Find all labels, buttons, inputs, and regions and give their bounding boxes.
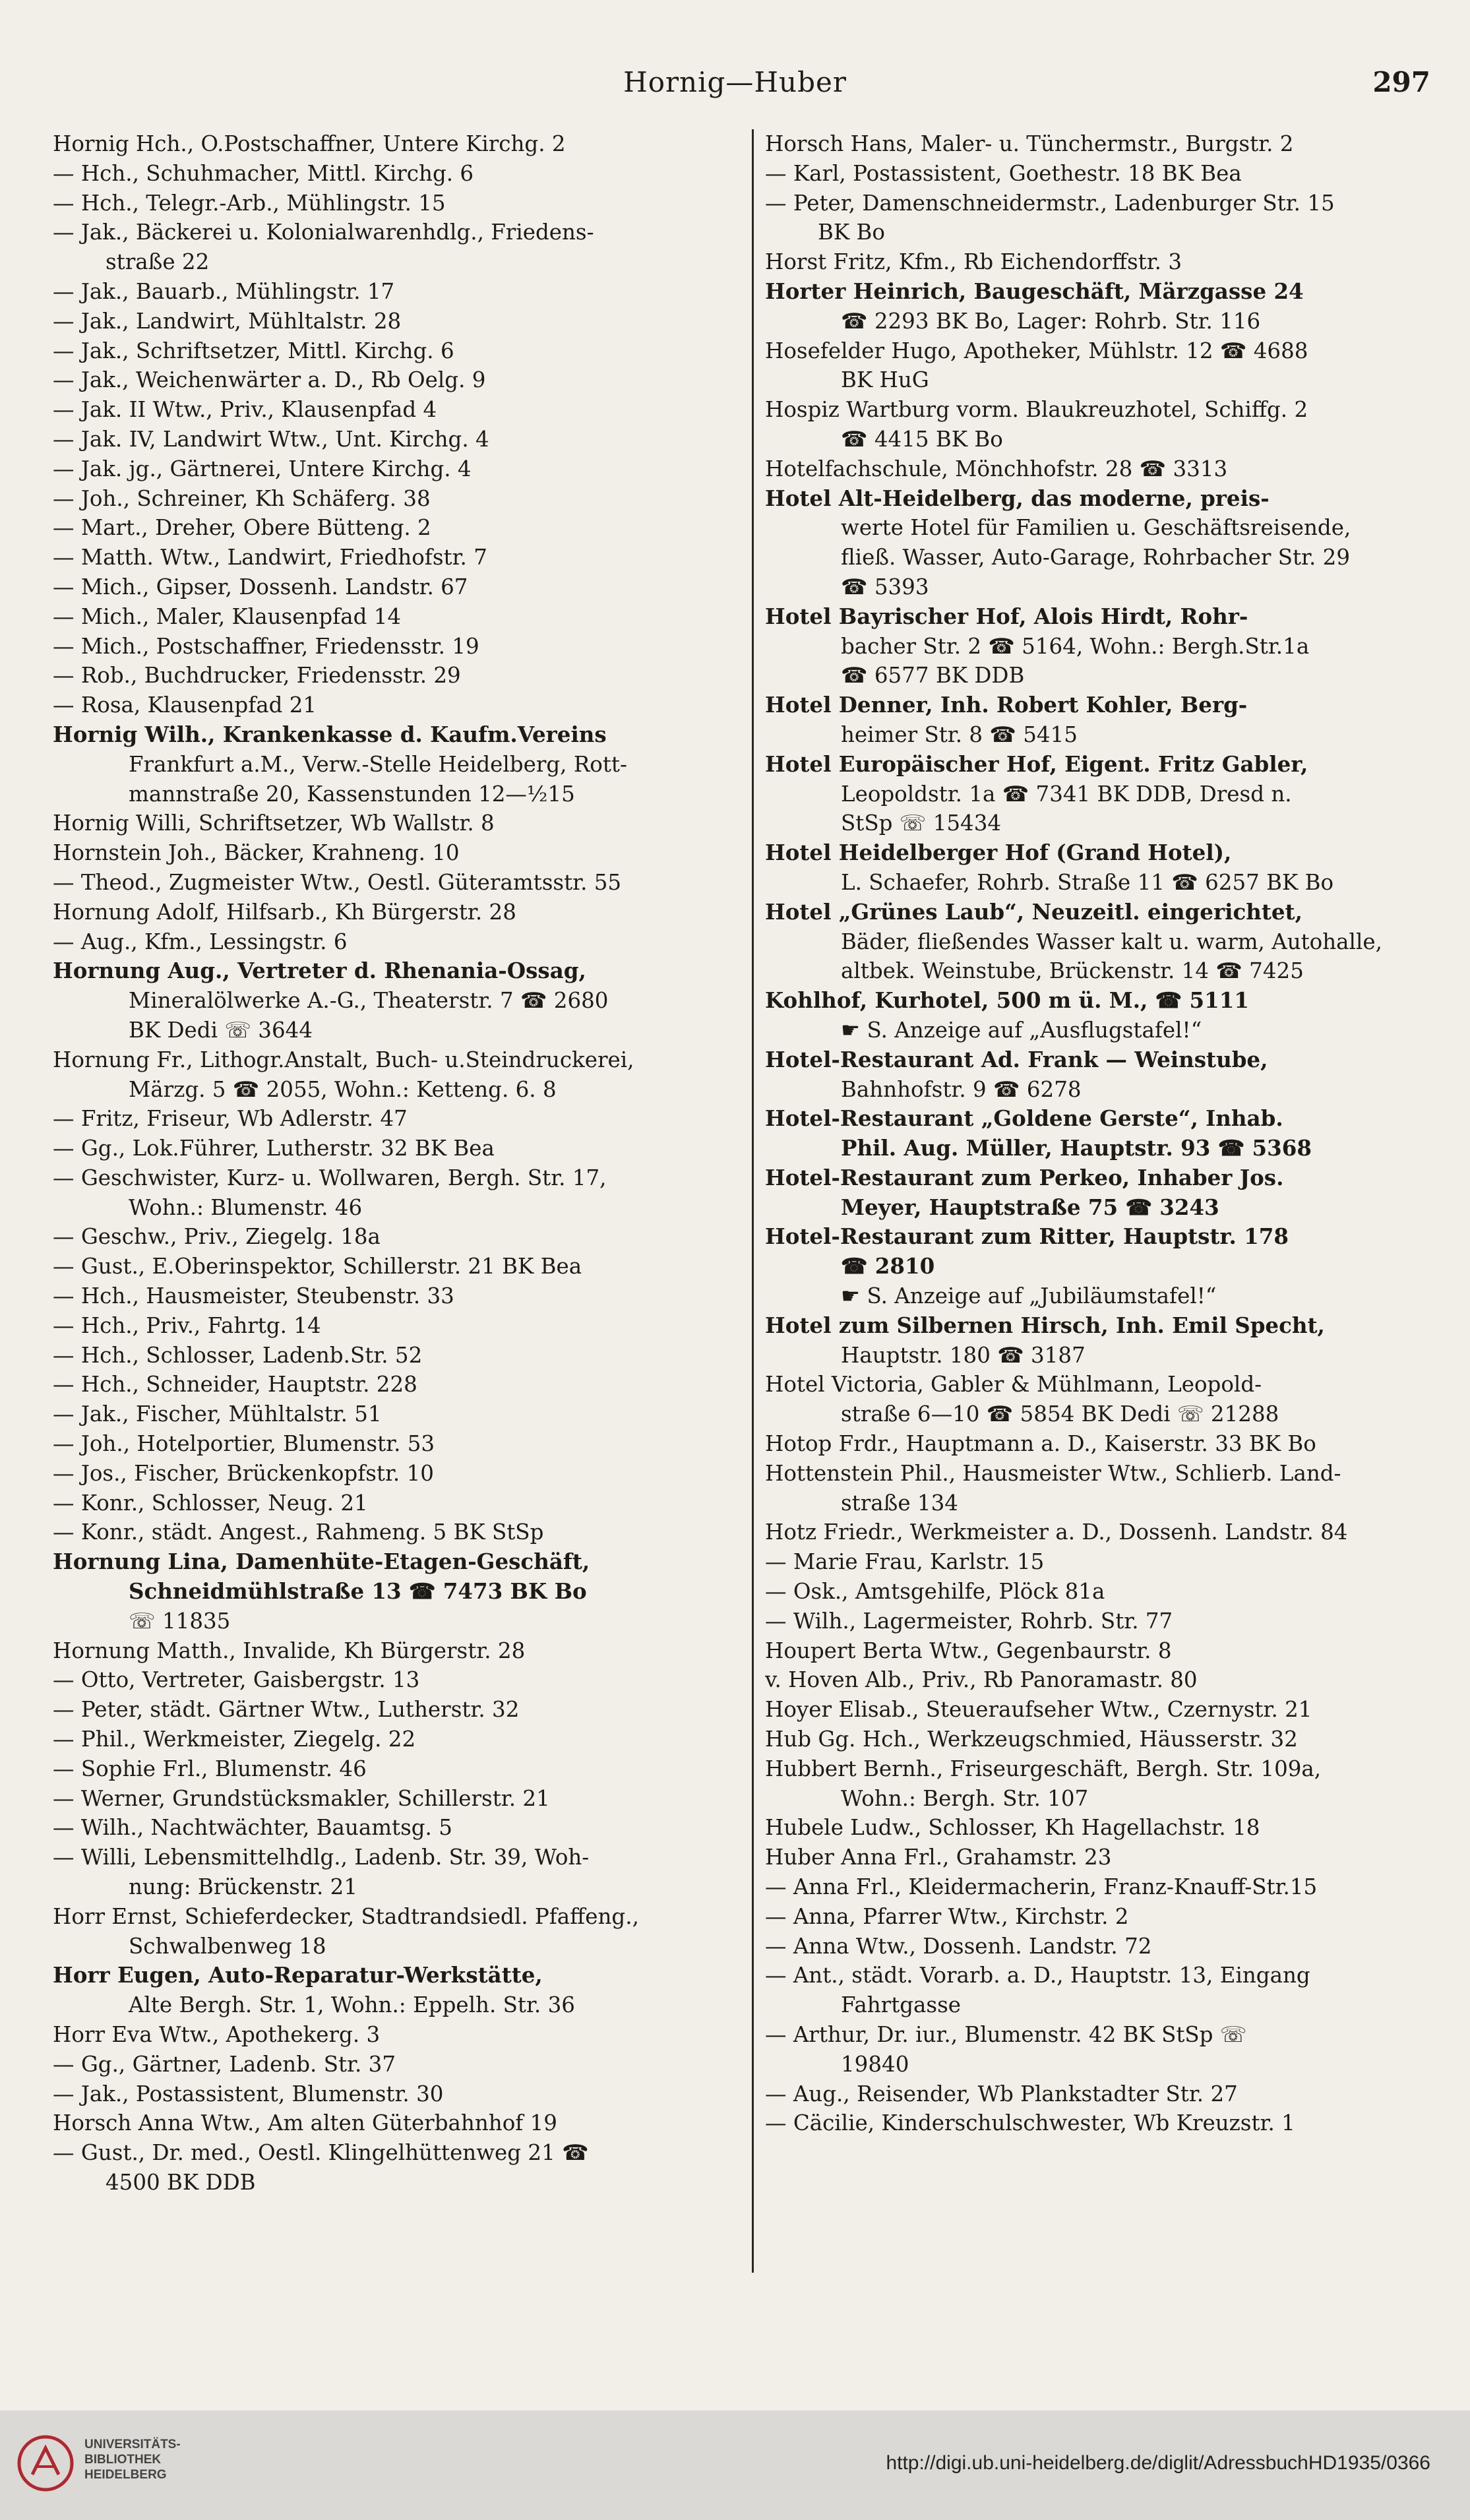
directory-entry: — Jak., Bauarb., Mühlingstr. 17: [53, 278, 395, 304]
directory-entry: — Karl, Postassistent, Goethestr. 18 BK Bea: [765, 160, 1242, 186]
directory-entry: — Jak., Postassistent, Blumenstr. 30: [53, 2081, 444, 2106]
logo-line: BIBLIOTHEK: [84, 2453, 162, 2467]
source-url-link[interactable]: http://digi.ub.uni-heidelberg.de/diglit/AdressbuchHD1935/0366: [886, 2452, 1430, 2474]
directory-entry: Horr Ernst, Schieferdecker, Stadtrandsiedl. Pfaffeng.,: [53, 1903, 639, 1929]
directory-entry: Phil. Aug. Müller, Hauptstr. 93 ☎ 5368: [841, 1135, 1312, 1161]
directory-entry: ☎ 6577 BK DDB: [841, 663, 1025, 689]
directory-entry: BK Bo: [818, 220, 885, 245]
directory-entry: — Gust., Dr. med., Oestl. Klingelhüttenweg 21 ☎: [53, 2140, 589, 2166]
directory-entry: Hotel Victoria, Gabler & Mühlmann, Leopold-: [765, 1372, 1262, 1398]
directory-entry: Leopoldstr. 1a ☎ 7341 BK DDB, Dresd n.: [841, 781, 1292, 807]
directory-entry: nung: Brückenstr. 21: [129, 1874, 358, 1900]
directory-entry: — Peter, Damenschneidermstr., Ladenburger Str. 15: [765, 190, 1335, 216]
directory-entry: — Geschw., Priv., Ziegelg. 18a: [53, 1224, 381, 1250]
directory-entry: — Theod., Zugmeister Wtw., Oestl. Güteramtsstr. 55: [53, 869, 622, 895]
directory-entry: — Rosa, Klausenpfad 21: [53, 692, 317, 718]
directory-entry: — Hch., Telegr.-Arb., Mühlingstr. 15: [53, 190, 446, 216]
directory-entry: Kohlhof, Kurhotel, 500 m ü. M., ☎ 5111: [765, 987, 1249, 1014]
directory-entry: Hornstein Joh., Bäcker, Krahneng. 10: [53, 840, 460, 866]
directory-entry: — Anna Frl., Kleidermacherin, Franz-Knauff-Str.15: [765, 1874, 1318, 1900]
directory-entry: — Wilh., Lagermeister, Rohrb. Str. 77: [765, 1608, 1173, 1634]
directory-entry: — Werner, Grundstücksmakler, Schillerstr. 21: [53, 1785, 550, 1811]
directory-entry: Schneidmühlstraße 13 ☎ 7473 BK Bo: [129, 1578, 587, 1605]
directory-entry: — Matth. Wtw., Landwirt, Friedhofstr. 7: [53, 545, 487, 570]
directory-entry: Schwalbenweg 18: [129, 1933, 326, 1959]
directory-entry: werte Hotel für Familien u. Geschäftsreisende,: [841, 515, 1351, 541]
directory-entry: heimer Str. 8 ☎ 5415: [841, 722, 1078, 747]
directory-entry: — Gg., Gärtner, Ladenb. Str. 37: [53, 2051, 396, 2077]
directory-entry: Hospiz Wartburg vorm. Blaukreuzhotel, Schiffg. 2: [765, 397, 1308, 423]
page-header: [0, 66, 1470, 112]
directory-entry: — Jak. jg., Gärtnerei, Untere Kirchg. 4: [53, 456, 472, 481]
page-number: 297: [1372, 66, 1430, 98]
directory-entry: — Wilh., Nachtwächter, Bauamtsg. 5: [53, 1815, 452, 1841]
directory-entry: — Rob., Buchdrucker, Friedensstr. 29: [53, 663, 461, 689]
directory-entry: — Jak., Landwirt, Mühltalstr. 28: [53, 308, 402, 334]
directory-entry: Hotel Europäischer Hof, Eigent. Fritz Gabler,: [765, 751, 1308, 777]
directory-entry: — Otto, Vertreter, Gaisbergstr. 13: [53, 1667, 420, 1693]
directory-entry: bacher Str. 2 ☎ 5164, Wohn.: Bergh.Str.1a: [841, 633, 1310, 659]
right-column: [765, 129, 1444, 2279]
directory-entry: Hornung Fr., Lithogr.Anstalt, Buch- u.Steindruckerei,: [53, 1047, 634, 1072]
directory-entry: Wohn.: Bergh. Str. 107: [841, 1785, 1089, 1811]
directory-entry: — Mart., Dreher, Obere Bütteng. 2: [53, 515, 431, 541]
directory-entry: — Geschwister, Kurz- u. Wollwaren, Bergh. Str. 17,: [53, 1165, 607, 1190]
directory-entry: Hornung Adolf, Hilfsarb., Kh Bürgerstr. 28: [53, 899, 516, 925]
column-divider: [752, 129, 754, 2273]
directory-entry: straße 6—10 ☎ 5854 BK Dedi ☏ 21288: [841, 1401, 1279, 1427]
directory-entry: Hotel-Restaurant zum Ritter, Hauptstr. 178: [765, 1223, 1289, 1250]
directory-entry: Frankfurt a.M., Verw.-Stelle Heidelberg, Rott-: [129, 751, 627, 777]
directory-entry: 4500 BK DDB: [106, 2169, 256, 2195]
directory-entry: Hotel-Restaurant „Goldene Gerste“, Inhab.: [765, 1105, 1283, 1132]
directory-entry: BK Dedi ☏ 3644: [129, 1017, 313, 1043]
directory-entry: Huber Anna Frl., Grahamstr. 23: [765, 1845, 1112, 1870]
running-title: Hornig—Huber: [623, 66, 847, 98]
directory-entry: — Anna Wtw., Dossenh. Landstr. 72: [765, 1933, 1152, 1959]
directory-entry: Horsch Hans, Maler- u. Tünchermstr., Burgstr. 2: [765, 131, 1294, 156]
directory-entry: ☎ 2293 BK Bo, Lager: Rohrb. Str. 116: [841, 308, 1261, 334]
directory-entry: straße 134: [841, 1490, 958, 1516]
directory-entry: Hubbert Bernh., Friseurgeschäft, Bergh. Str. 109a,: [765, 1756, 1322, 1781]
directory-entry: — Jos., Fischer, Brückenkopfstr. 10: [53, 1460, 434, 1486]
directory-entry: Hubele Ludw., Schlosser, Kh Hagellachstr. 18: [765, 1815, 1260, 1841]
directory-entry: — Hch., Schneider, Hauptstr. 228: [53, 1372, 417, 1398]
directory-entry: ☎ 4415 BK Bo: [841, 426, 1003, 452]
directory-entry: — Hch., Schlosser, Ladenb.Str. 52: [53, 1342, 423, 1368]
directory-entry: v. Hoven Alb., Priv., Rb Panoramastr. 80: [765, 1667, 1198, 1693]
library-logo-text: [84, 2437, 181, 2482]
directory-entry: Hottenstein Phil., Hausmeister Wtw., Schlierb. Land-: [765, 1460, 1341, 1486]
directory-entry: Hotz Friedr., Werkmeister a. D., Dossenh. Landstr. 84: [765, 1520, 1348, 1545]
directory-entry: Hub Gg. Hch., Werkzeugschmied, Häusserstr. 32: [765, 1727, 1298, 1752]
directory-entry: Wohn.: Blumenstr. 46: [129, 1194, 363, 1220]
logo-line: UNIVERSITÄTS-: [84, 2438, 181, 2451]
directory-entry: — Mich., Gipser, Dossenh. Landstr. 67: [53, 574, 468, 599]
directory-entry: — Mich., Maler, Klausenpfad 14: [53, 603, 402, 629]
directory-entry: — Aug., Kfm., Lessingstr. 6: [53, 929, 348, 954]
directory-entry: — Jak., Weichenwärter a. D., Rb Oelg. 9: [53, 367, 486, 393]
directory-entry: Hornig Hch., O.Postschaffner, Untere Kirchg. 2: [53, 131, 566, 156]
directory-entry: Hotel-Restaurant zum Perkeo, Inhaber Jos.: [765, 1164, 1284, 1190]
directory-entry: — Sophie Frl., Blumenstr. 46: [53, 1756, 367, 1781]
directory-entry: Hotel zum Silbernen Hirsch, Inh. Emil Specht,: [765, 1312, 1325, 1338]
directory-entry: Horst Fritz, Kfm., Rb Eichendorffstr. 3: [765, 249, 1182, 275]
directory-entry: — Gg., Lok.Führer, Lutherstr. 32 BK Bea: [53, 1136, 495, 1161]
directory-entry: — Arthur, Dr. iur., Blumenstr. 42 BK StSp ☏: [765, 2022, 1247, 2047]
directory-entry: Horter Heinrich, Baugeschäft, Märzgasse 24: [765, 278, 1304, 304]
directory-entry: — Jak. II Wtw., Priv., Klausenpfad 4: [53, 397, 437, 423]
directory-entry: Houpert Berta Wtw., Gegenbaurstr. 8: [765, 1638, 1172, 1663]
directory-entry: Alte Bergh. Str. 1, Wohn.: Eppelh. Str. 36: [129, 1992, 575, 2018]
directory-entry: Hosefelder Hugo, Apotheker, Mühlstr. 12 ☎ 4688: [765, 338, 1308, 363]
directory-entry: ☏ 11835: [129, 1608, 231, 1634]
directory-entry: Hornung Matth., Invalide, Kh Bürgerstr. 28: [53, 1638, 526, 1663]
directory-entry: ☎ 5393: [841, 574, 929, 599]
directory-entry: — Hch., Priv., Fahrtg. 14: [53, 1312, 321, 1338]
left-column: [53, 129, 739, 2279]
directory-entry: — Fritz, Friseur, Wb Adlerstr. 47: [53, 1106, 408, 1132]
directory-entry: L. Schaefer, Rohrb. Straße 11 ☎ 6257 BK Bo: [841, 869, 1334, 895]
directory-entry: Hotel Alt-Heidelberg, das moderne, preis-: [765, 485, 1270, 511]
directory-entry: straße 22: [106, 249, 210, 275]
directory-entry: Märzg. 5 ☎ 2055, Wohn.: Ketteng. 6. 8: [129, 1076, 557, 1102]
directory-entry: — Konr., Schlosser, Neug. 21: [53, 1490, 368, 1516]
directory-entry: Hornig Wilh., Krankenkasse d. Kaufm.Vereins: [53, 721, 607, 747]
logo-line: HEIDELBERG: [84, 2468, 167, 2482]
directory-entry: 19840: [841, 2051, 909, 2077]
directory-entry: — Mich., Postschaffner, Friedensstr. 19: [53, 633, 479, 659]
directory-entry: — Hch., Hausmeister, Steubenstr. 33: [53, 1283, 454, 1309]
directory-entry: Horr Eugen, Auto-Reparatur-Werkstätte,: [53, 1962, 543, 1988]
directory-entry: — Willi, Lebensmittelhdlg., Ladenb. Str. 39, Woh-: [53, 1845, 590, 1870]
directory-entry: Hotel Heidelberger Hof (Grand Hotel),: [765, 840, 1232, 866]
directory-entry: — Peter, städt. Gärtner Wtw., Lutherstr. 32: [53, 1697, 520, 1723]
directory-entry: — Osk., Amtsgehilfe, Plöck 81a: [765, 1579, 1105, 1605]
directory-entry: — Marie Frau, Karlstr. 15: [765, 1549, 1045, 1575]
directory-entry: Mineralölwerke A.-G., Theaterstr. 7 ☎ 2680: [129, 988, 609, 1014]
directory-entry: — Konr., städt. Angest., Rahmeng. 5 BK StSp: [53, 1520, 544, 1545]
directory-entry: — Cäcilie, Kinderschulschwester, Wb Kreuzstr. 1: [765, 2110, 1295, 2136]
directory-entry: — Jak., Bäckerei u. Kolonialwarenhdlg., Friedens-: [53, 220, 594, 245]
directory-entry: — Anna, Pfarrer Wtw., Kirchstr. 2: [765, 1903, 1129, 1929]
directory-entry: Hotel-Restaurant Ad. Frank — Weinstube,: [765, 1046, 1268, 1072]
directory-entry: — Joh., Schreiner, Kh Schäferg. 38: [53, 485, 431, 511]
directory-entry: — Joh., Hotelportier, Blumenstr. 53: [53, 1431, 435, 1457]
directory-entry: — Ant., städt. Vorarb. a. D., Hauptstr. 13, Eingang: [765, 1963, 1310, 1988]
university-seal-icon: [16, 2434, 75, 2493]
directory-entry: Hornig Willi, Schriftsetzer, Wb Wallstr. 8: [53, 811, 495, 836]
directory-entry: Fahrtgasse: [841, 1992, 962, 2018]
directory-entry: — Jak., Fischer, Mühltalstr. 51: [53, 1401, 382, 1427]
directory-entry: Bahnhofstr. 9 ☎ 6278: [841, 1076, 1082, 1102]
directory-entry: mannstraße 20, Kassenstunden 12—½15: [129, 781, 575, 807]
directory-entry: altbek. Weinstube, Brückenstr. 14 ☎ 7425: [841, 958, 1304, 984]
directory-entry: — Phil., Werkmeister, Ziegelg. 22: [53, 1727, 416, 1752]
directory-entry: ☎ 2810: [841, 1253, 935, 1279]
directory-entry: Hauptstr. 180 ☎ 3187: [841, 1342, 1086, 1368]
directory-entry: — Jak., Schriftsetzer, Mittl. Kirchg. 6: [53, 338, 454, 363]
directory-entry: Hotel „Grünes Laub“, Neuzeitl. eingerichtet,: [765, 898, 1302, 925]
directory-entry: Hornung Aug., Vertreter d. Rhenania-Ossag,: [53, 958, 586, 984]
directory-entry: Hotelfachschule, Mönchhofstr. 28 ☎ 3313: [765, 456, 1228, 481]
directory-entry: fließ. Wasser, Auto-Garage, Rohrbacher Str. 29: [841, 545, 1351, 570]
directory-entry: Horsch Anna Wtw., Am alten Güterbahnhof 19: [53, 2110, 557, 2136]
directory-entry: Horr Eva Wtw., Apothekerg. 3: [53, 2022, 381, 2047]
directory-entry: Hornung Lina, Damenhüte-Etagen-Geschäft,: [53, 1549, 590, 1575]
directory-entry: — Jak. IV, Landwirt Wtw., Unt. Kirchg. 4: [53, 426, 489, 452]
directory-entry: ☛ S. Anzeige auf „Jubiläumstafel!“: [841, 1283, 1217, 1309]
directory-entry: Hoyer Elisab., Steueraufseher Wtw., Czernystr. 21: [765, 1697, 1312, 1723]
directory-entry: ☛ S. Anzeige auf „Ausflugstafel!“: [841, 1017, 1202, 1043]
directory-entry: — Aug., Reisender, Wb Plankstadter Str. 27: [765, 2081, 1238, 2106]
directory-entry: — Gust., E.Oberinspektor, Schillerstr. 21 BK Bea: [53, 1254, 582, 1279]
directory-entry: Hotel Denner, Inh. Robert Kohler, Berg-: [765, 692, 1248, 718]
directory-entry: Meyer, Hauptstraße 75 ☎ 3243: [841, 1194, 1219, 1220]
directory-entry: Hotop Frdr., Hauptmann a. D., Kaiserstr. 33 BK Bo: [765, 1431, 1316, 1457]
directory-entry: — Hch., Schuhmacher, Mittl. Kirchg. 6: [53, 160, 474, 186]
directory-entry: Bäder, fließendes Wasser kalt u. warm, Autohalle,: [841, 929, 1382, 954]
directory-entry: BK HuG: [841, 367, 929, 393]
directory-entry: StSp ☏ 15434: [841, 811, 1002, 836]
directory-entry: Hotel Bayrischer Hof, Alois Hirdt, Rohr-: [765, 603, 1248, 629]
